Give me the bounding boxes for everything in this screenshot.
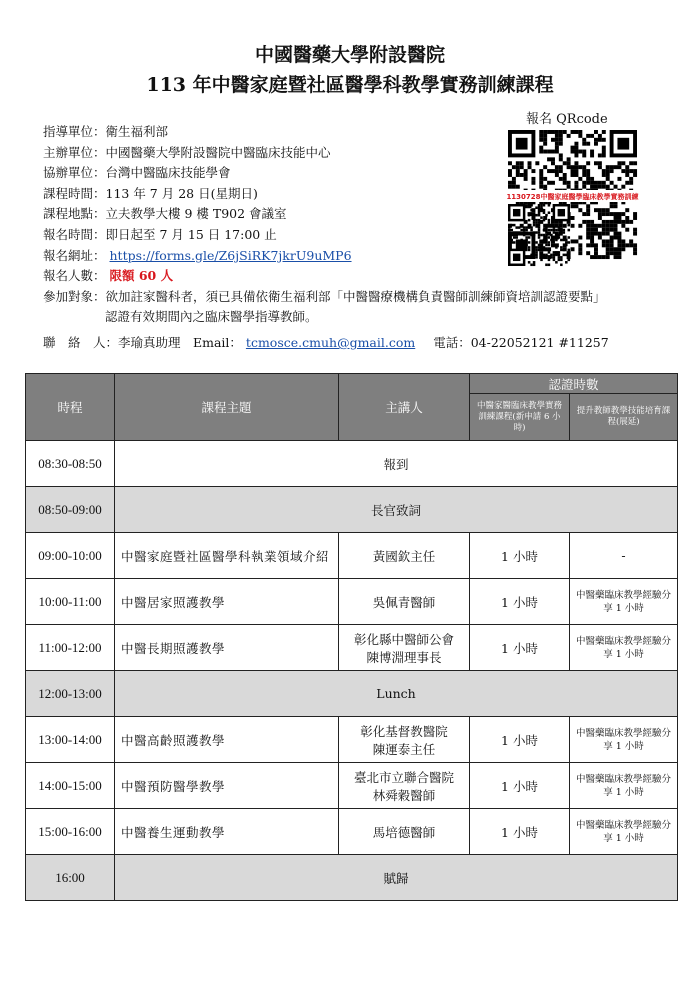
speaker-line-2: 陳博淵理事長 — [366, 649, 442, 665]
info-url-label: 報名網址： — [43, 247, 106, 263]
row-credit-b: 中醫藥臨床教學經驗分享 1 小時 — [570, 809, 678, 855]
row-speaker — [339, 763, 470, 809]
info-guide: 指導單位：衛生福利部 — [43, 124, 169, 139]
header-credit-b: 提升教師教學技能培育課程(展延) — [570, 394, 678, 441]
info-contact-row — [43, 333, 609, 354]
page-title-course: 113 年中醫家庭暨社區醫學科教學實務訓練課程 — [146, 74, 554, 96]
info-count-row — [43, 266, 609, 287]
info-reg-time: 報名時間：即日起至 7 月 15 日 17:00 止 — [43, 226, 277, 242]
row-credit-b: - — [570, 533, 678, 579]
row-credit-a: 1 小時 — [470, 763, 570, 809]
table-row — [26, 579, 678, 625]
row-time: 08:50-09:00 — [26, 487, 115, 533]
info-count-value: 限額 60 人 — [109, 268, 174, 284]
speaker-line-1: 吳佩青醫師 — [372, 594, 436, 610]
row-credit-b: 中醫藥臨床教學經驗分享 1 小時 — [570, 579, 678, 625]
row-speaker — [339, 579, 470, 625]
table-row — [26, 625, 678, 671]
table-row — [26, 809, 678, 855]
row-credit-a: 1 小時 — [470, 533, 570, 579]
speaker-line-1: 馬培德醫師 — [372, 824, 436, 840]
table-row — [26, 533, 678, 579]
info-co-host: 協辦單位：台灣中醫臨床技能學會 — [43, 165, 231, 181]
row-time: 14:00-15:00 — [26, 763, 115, 809]
qr-label: 報名 QRcode — [526, 112, 608, 127]
row-topic: 中醫家庭暨社區醫學科執業領域介紹 — [115, 533, 339, 579]
info-place: 課程地點：立夫教學大樓 9 樓 T902 會議室 — [43, 206, 287, 222]
table-row — [26, 717, 678, 763]
row-topic: 中醫長期照護教學 — [115, 625, 339, 671]
row-credit-a: 1 小時 — [470, 809, 570, 855]
header-credit-a: 中醫家醫臨床教學實務訓練課程(新申請 6 小時) — [470, 394, 570, 441]
row-time: 15:00-16:00 — [26, 809, 115, 855]
row-time: 13:00-14:00 — [26, 717, 115, 763]
table-header-row — [26, 374, 678, 394]
speaker-line-1: 彰化縣中醫師公會 — [353, 631, 454, 647]
page-title-hospital: 中國醫藥大學附設醫院 — [254, 44, 445, 66]
row-credit-a: 1 小時 — [470, 579, 570, 625]
header-speaker: 主講人 — [339, 374, 470, 441]
row-speaker — [339, 533, 470, 579]
row-speaker — [339, 625, 470, 671]
header-time: 時程 — [26, 374, 115, 441]
registration-qr-code[interactable] — [506, 128, 639, 268]
speaker-line-1: 彰化基督教醫院 — [360, 723, 448, 739]
row-time: 09:00-10:00 — [26, 533, 115, 579]
speaker-line-2: 陳運泰主任 — [372, 741, 436, 757]
qr-caption: 1130728中醫家庭醫學臨床教學實務訓練 — [506, 193, 639, 201]
row-event: 長官致詞 — [115, 487, 678, 533]
row-time: 11:00-12:00 — [26, 625, 115, 671]
row-event: Lunch — [115, 671, 678, 717]
row-credit-b: 中醫藥臨床教學經驗分享 1 小時 — [570, 625, 678, 671]
info-date: 課程時間：113 年 7 月 28 日(星期日) — [43, 185, 258, 201]
row-time: 16:00 — [26, 855, 115, 901]
info-target-line1: 參加對象：欲加註家醫科者，須已具備依衛生福利部「中醫醫療機構負責醫師訓練師資培訓認證要點」 — [43, 288, 606, 304]
speaker-line-2: 林舜穀醫師 — [372, 787, 436, 803]
row-credit-b: 中醫藥臨床教學經驗分享 1 小時 — [570, 717, 678, 763]
table-row — [26, 441, 678, 487]
info-host: 主辦單位：中國醫藥大學附設醫院中醫臨床技能中心 — [43, 144, 331, 160]
row-topic: 中醫居家照護教學 — [115, 579, 339, 625]
row-event: 賦歸 — [115, 855, 678, 901]
contact-phone: 電話：04-22052121 #11257 — [433, 334, 609, 350]
schedule-body — [26, 441, 678, 901]
speaker-line-1: 黃國欽主任 — [372, 548, 436, 564]
contact-email-link[interactable]: tcmosce.cmuh@gmail.com — [245, 334, 416, 350]
schedule-table — [25, 373, 678, 901]
row-credit-b: 中醫藥臨床教學經驗分享 1 小時 — [570, 763, 678, 809]
info-count-label: 報名人數： — [43, 268, 106, 284]
info-target-line2: 認證有效期間內之臨床醫學指導教師。 — [105, 309, 318, 325]
row-time: 08:30-08:50 — [26, 441, 115, 487]
row-event: 報到 — [115, 441, 678, 487]
header-credit: 認證時數 — [470, 374, 678, 394]
registration-link[interactable]: https://forms.gle/Z6jSiRK7jkrU9uMP6 — [109, 247, 352, 263]
row-topic: 中醫養生運動教學 — [115, 809, 339, 855]
table-row — [26, 763, 678, 809]
header-topic: 課程主題 — [115, 374, 339, 441]
table-row — [26, 671, 678, 717]
table-row — [26, 855, 678, 901]
row-credit-a: 1 小時 — [470, 625, 570, 671]
speaker-line-1: 臺北市立聯合醫院 — [353, 769, 454, 785]
contact-label: 聯 絡 人：李瑜真助理 Email： — [43, 334, 242, 350]
row-topic: 中醫高齡照護教學 — [115, 717, 339, 763]
row-topic: 中醫預防醫學教學 — [115, 763, 339, 809]
row-speaker — [339, 717, 470, 763]
row-credit-a: 1 小時 — [470, 717, 570, 763]
row-time: 12:00-13:00 — [26, 671, 115, 717]
table-row — [26, 487, 678, 533]
row-speaker — [339, 809, 470, 855]
row-time: 10:00-11:00 — [26, 579, 115, 625]
